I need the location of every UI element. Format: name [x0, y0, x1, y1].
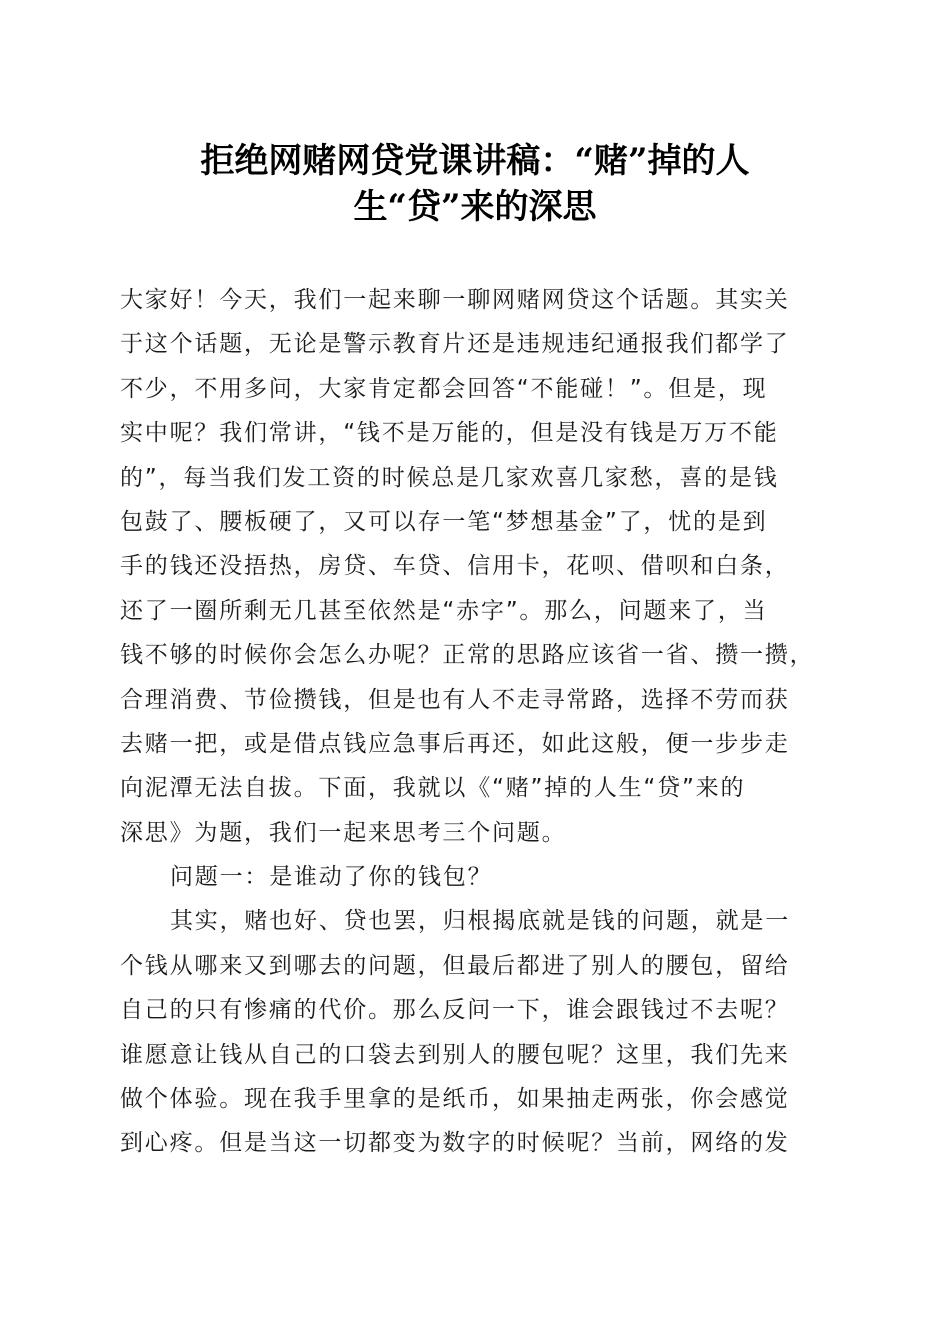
body-line: 合理消费、节俭攒钱，但是也有人不走寻常路，选择不劳而获 [120, 686, 790, 713]
section-heading: 问题一：是谁动了你的钱包？ [170, 864, 493, 891]
body-line: 个钱从哪来又到哪去的问题，但最后都进了别人的腰包，留给 [120, 952, 790, 979]
body-line: 实中呢？我们常讲，“钱不是万能的，但是没有钱是万万不能 [120, 420, 779, 447]
body-line: 向泥潭无法自拔。下面，我就以《“赌”掉的人生“贷”来的 [120, 775, 746, 802]
body-line: 去赌一把，或是借点钱应急事后再还，如此这般，便一步步走 [120, 730, 790, 757]
body-line: 钱不够的时候你会怎么办呢？正常的思路应该省一省、攒一攒， [120, 642, 815, 669]
body-line: 包鼓了、腰板硬了，又可以存一笔“梦想基金”了，忧的是到 [120, 508, 768, 535]
title-line-1: 拒绝网赌网贷党课讲稿：“赌”掉的人 [200, 141, 750, 181]
title-line-2: 生“贷”来的深思 [353, 187, 597, 227]
body-line: 大家好！今天，我们一起来聊一聊网赌网贷这个话题。其实关 [120, 287, 790, 313]
document-title [120, 138, 830, 230]
body-line: 自己的只有惨痛的代价。那么反问一下，谁会跟钱过不去呢？ [120, 997, 790, 1024]
body-line: 不少，不用多问，大家肯定都会回答“不能碰！”。但是，现 [120, 375, 768, 402]
body-line: 做个体验。现在我手里拿的是纸币，如果抽走两张，你会感觉 [120, 1086, 790, 1113]
body-line: 谁愿意让钱从自己的口袋去到别人的腰包呢？这里，我们先来 [120, 1041, 790, 1068]
body-line: 还了一圈所剩无几甚至依然是“赤字”。那么，问题来了，当 [120, 597, 768, 624]
body-line: 的”，每当我们发工资的时候总是几家欢喜几家愁，喜的是钱 [120, 464, 779, 491]
body-line: 其实，赌也好、贷也罢，归根揭底就是钱的问题，就是一 [170, 908, 790, 935]
body-line: 到心疼。但是当这一切都变为数字的时候呢？当前，网络的发 [120, 1130, 790, 1157]
body-line: 手的钱还没捂热，房贷、车贷、信用卡，花呗、借呗和白条， [120, 553, 790, 580]
body-line: 于这个话题，无论是警示教育片还是违规违纪通报我们都学了 [120, 331, 790, 358]
document-body [120, 278, 832, 1166]
body-line: 深思》为题，我们一起来思考三个问题。 [120, 819, 567, 846]
